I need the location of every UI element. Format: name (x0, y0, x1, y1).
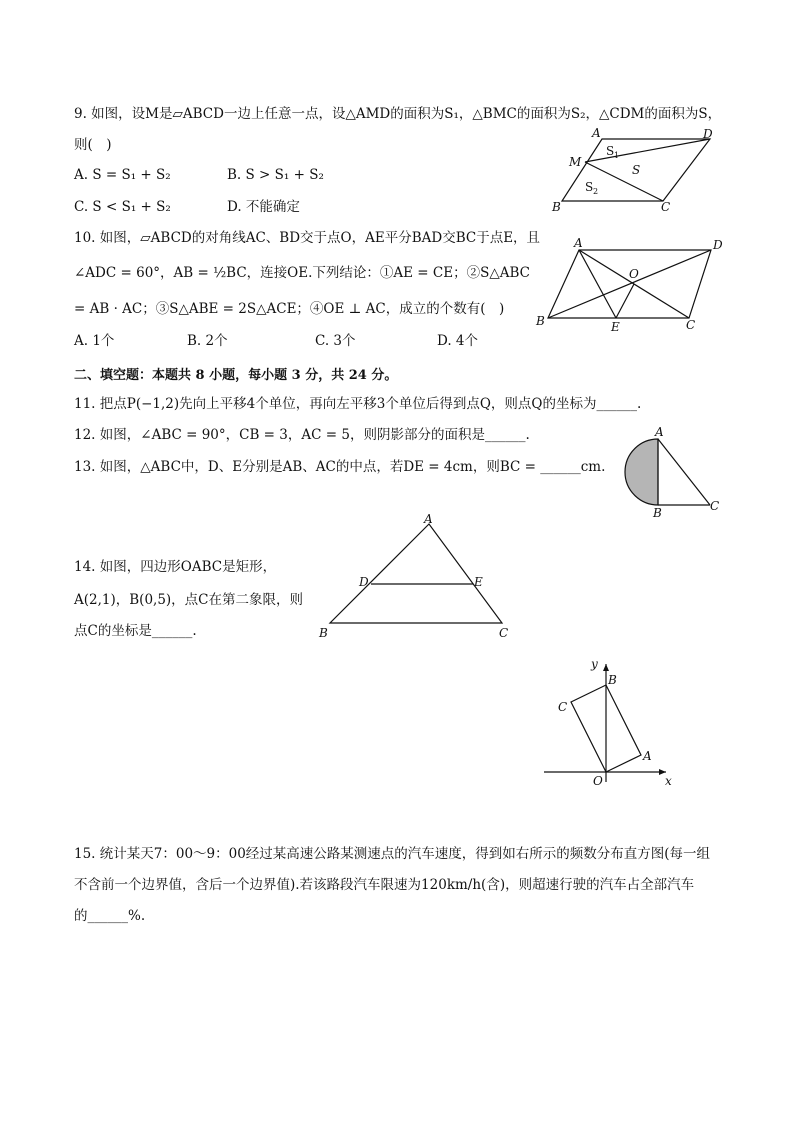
q10-parallelogram-figure (532, 234, 730, 334)
q9-parallelogram-figure (552, 124, 725, 216)
q10-stem-line1: 10. 如图，▱ABCD的对角线AC、BD交于点O，AE平分BAD交BC于点E，且 (74, 230, 541, 246)
q9-label-s2: S (585, 180, 594, 194)
q9-stem-line1: 9. 如图，设M是▱ABCD一边上任意一点，设△AMD的面积为S₁，△BMC的面积为S₂，△CDM的面积为S， (74, 106, 722, 122)
q9-stem-line2: 则( ) (74, 137, 112, 153)
q12-semicircle-figure (620, 422, 730, 520)
q13-label-b: B (319, 626, 328, 640)
q12-text: 12. 如图，∠ABC = 90°，CB = 3，AC = 5，则阴影部分的面积是______. (74, 427, 530, 443)
q12-label-a: A (655, 425, 664, 439)
q10-label-a: A (574, 236, 583, 250)
q10-option-b: B. 2个 (187, 333, 228, 349)
q14-label-y: y (591, 657, 598, 671)
q10-stem-line3: = AB · AC；③S△ABE = 2S△ACE；④OE ⊥ AC，成立的个数有( ) (74, 301, 505, 317)
q14-line1: 14. 如图，四边形OABC是矩形， (74, 559, 277, 575)
q10-label-c: C (686, 318, 696, 332)
q14-label-c: C (558, 700, 568, 714)
q15-line3: 的______%. (74, 908, 146, 924)
q9-label-s1-sub: 1 (614, 151, 620, 160)
q13-text: 13. 如图，△ABC中，D、E分别是AB、AC的中点，若DE = 4cm，则BC = ______cm. (74, 459, 606, 475)
q15-line1: 15. 统计某天7：00～9：00经过某高速公路某测速点的汽车速度，得到如右所示的频数分布直方图(每一组 (74, 846, 711, 862)
q10-option-d: D. 4个 (437, 333, 479, 349)
q10-label-b: B (536, 314, 545, 328)
q9-option-d: D. 不能确定 (227, 199, 300, 215)
q9-label-a: A (592, 126, 601, 140)
q14-line2: A(2,1)，B(0,5)，点C在第二象限，则 (74, 592, 304, 608)
q13-triangle-figure (314, 510, 520, 644)
q14-label-a: A (643, 749, 652, 763)
q10-option-c: C. 3个 (315, 333, 356, 349)
q13-label-c: C (499, 626, 509, 640)
q10-label-d: D (713, 238, 723, 252)
section2-title: 二、填空题：本题共 8 小题，每小题 3 分，共 24 分。 (74, 368, 398, 383)
q14-line3: 点C的坐标是______. (74, 623, 197, 639)
q9-option-c: C. S < S₁ + S₂ (74, 199, 171, 215)
q10-stem-line2: ∠ADC = 60°，AB = ½BC，连接OE.下列结论：①AE = CE；②S△ABC (74, 265, 530, 281)
q13-label-e: E (474, 575, 483, 589)
q13-label-d: D (359, 575, 369, 589)
q9-label-s2-sub: 2 (593, 187, 599, 196)
q14-coordinate-figure (538, 654, 688, 792)
q13-label-a: A (424, 512, 433, 526)
q12-label-c: C (710, 499, 720, 513)
q14-label-b: B (608, 673, 617, 687)
q9-label-c: C (661, 200, 671, 214)
q9-option-a: A. S = S₁ + S₂ (74, 167, 171, 183)
q9-option-b: B. S > S₁ + S₂ (227, 167, 324, 183)
q9-label-b: B (552, 200, 561, 214)
q10-label-e: E (611, 320, 620, 334)
q14-label-x: x (665, 774, 672, 788)
q15-line2: 不含前一个边界值，含后一个边界值).若该路段汽车限速为120km/h(含)，则超速行驶的汽车占全部汽车 (74, 877, 695, 893)
q12-label-b: B (653, 506, 662, 520)
q10-label-o: O (629, 267, 639, 281)
q14-label-o: O (593, 774, 603, 788)
q9-label-m: M (569, 155, 582, 169)
q10-option-a: A. 1个 (74, 333, 115, 349)
q9-label-d: D (703, 127, 713, 141)
q9-label-s1: S (606, 144, 615, 158)
q11-text: 11. 把点P(−1,2)先向上平移4个单位，再向左平移3个单位后得到点Q，则点Q的坐标为______. (74, 396, 642, 412)
q9-label-s: S (632, 163, 641, 177)
